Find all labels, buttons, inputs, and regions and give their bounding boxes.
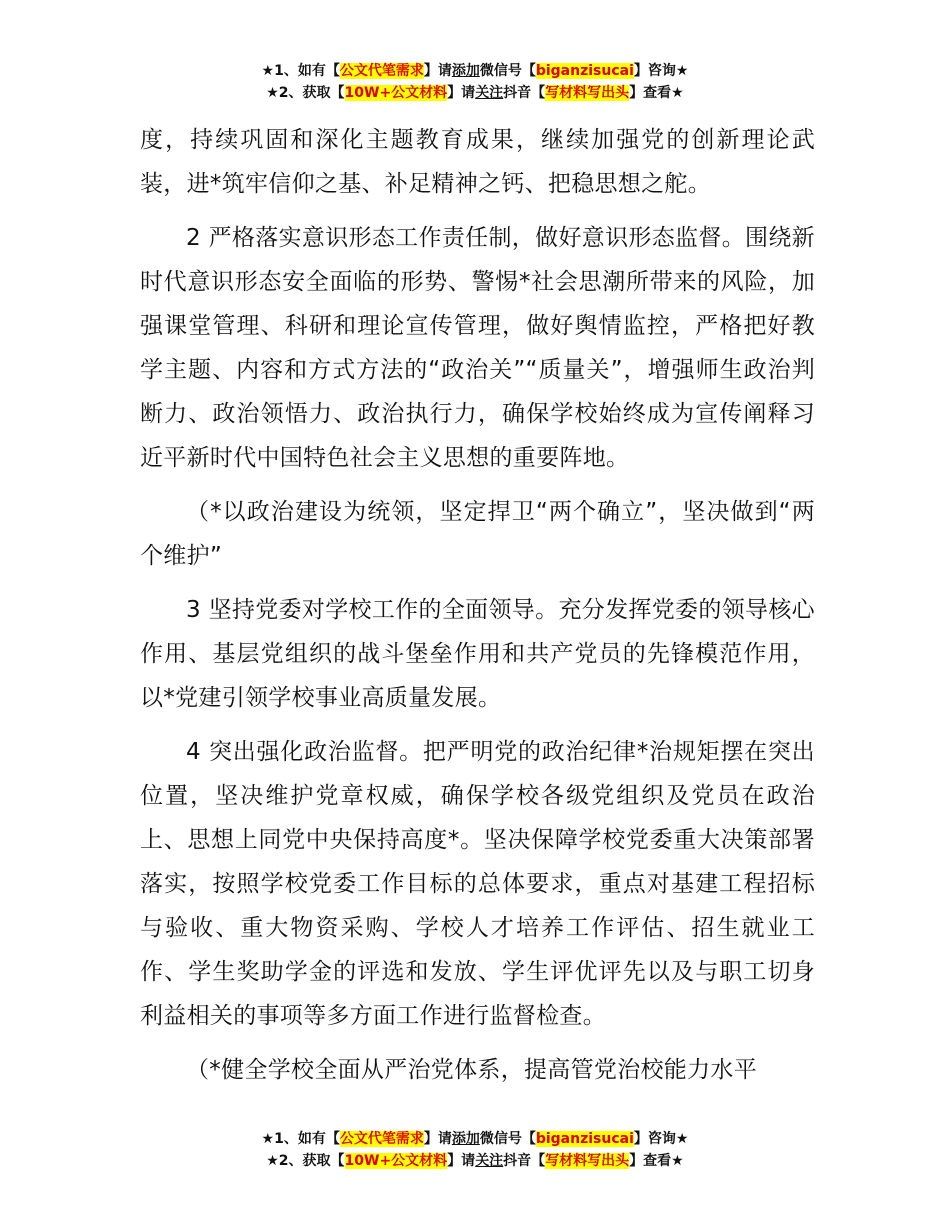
banner-text: ★2、获取【 xyxy=(266,85,345,101)
banner-text: ★1、如有【 xyxy=(261,1131,340,1147)
banner-underlined: 关注 xyxy=(475,85,504,101)
banner-line-1 xyxy=(0,60,950,82)
banner-underlined: 添加 xyxy=(451,1131,480,1147)
banner-highlight: biganzisucai xyxy=(535,63,634,79)
banner-line-2 xyxy=(0,1150,950,1172)
banner-text: 】请 xyxy=(447,85,476,101)
document-body xyxy=(140,118,815,1102)
banner-text: 】请 xyxy=(447,1153,476,1169)
banner-text: 】咨询★ xyxy=(633,1131,689,1147)
header-banner xyxy=(0,60,950,104)
banner-text: 抖音【 xyxy=(503,85,546,101)
banner-highlight: 写材料写出头 xyxy=(545,1153,630,1169)
banner-text: ★1、如有【 xyxy=(261,63,340,79)
banner-text: ★2、获取【 xyxy=(266,1153,345,1169)
banner-underlined: 关注 xyxy=(475,1153,504,1169)
banner-highlight: 10W+公文材料 xyxy=(344,1153,448,1169)
banner-text: 】请 xyxy=(423,1131,452,1147)
banner-text: 】查看★ xyxy=(629,85,684,101)
banner-text: 微信号【 xyxy=(479,63,536,79)
banner-text: 】咨询★ xyxy=(633,63,689,79)
banner-text: 】查看★ xyxy=(629,1153,684,1169)
paragraph: 4 突出强化政治监督。把严明党的政治纪律*治规矩摆在突出位置，坚决维护党章权威，确保学校各级党组织及党员在政治上、思想上同党中央保持高度*。坚决保障学校党委重大决策部署落实，按照学校党委工作目标的总体要求，重点对基建工程招标与验收、重大物资采购、学校人才培养工作评估、招生就业工作、学生奖助学金的评选和发放、学生评优评先以及与职工切身利益相关的事项等多方面工作进行监督检查。 xyxy=(140,739,815,1029)
banner-underlined: 添加 xyxy=(451,63,480,79)
banner-line-2 xyxy=(0,82,950,104)
section-heading: （*以政治建设为统领，坚定捍卫“两个确立”，坚决做到“两个维护” xyxy=(140,499,815,569)
banner-text: 微信号【 xyxy=(479,1131,536,1147)
banner-text: 】请 xyxy=(423,63,452,79)
footer-banner xyxy=(0,1128,950,1172)
paragraph: 3 坚持党委对学校工作的全面领导。充分发挥党委的领导核心作用、基层党组织的战斗堡垒作用和共产党员的先锋模范作用，以*党建引领学校事业高质量发展。 xyxy=(140,597,815,711)
banner-highlight: 公文代笔需求 xyxy=(339,63,424,79)
banner-text: 抖音【 xyxy=(503,1153,546,1169)
paragraph: 2 严格落实意识形态工作责任制，做好意识形态监督。围绕新时代意识形态安全面临的形势、警惕*社会思潮所带来的风险，加强课堂管理、科研和理论宣传管理，做好舆情监控，严格把好教学主题、内容和方式方法的“政治关”“质量关”，增强师生政治判断力、政治领悟力、政治执行力，确保学校始终成为宣传阐释习近平新时代中国特色社会主义思想的重要阵地。 xyxy=(140,225,815,471)
section-heading: （*健全学校全面从严治党体系，提高管党治校能力水平 xyxy=(186,1057,757,1083)
banner-line-1 xyxy=(0,1128,950,1150)
banner-highlight: 写材料写出头 xyxy=(545,85,630,101)
banner-highlight: 公文代笔需求 xyxy=(339,1131,424,1147)
banner-highlight: 10W+公文材料 xyxy=(344,85,448,101)
banner-highlight: biganzisucai xyxy=(535,1131,634,1147)
paragraph: 度，持续巩固和深化主题教育成果，继续加强党的创新理论武装，进*筑牢信仰之基、补足精神之钙、把稳思想之舵。 xyxy=(140,127,815,197)
